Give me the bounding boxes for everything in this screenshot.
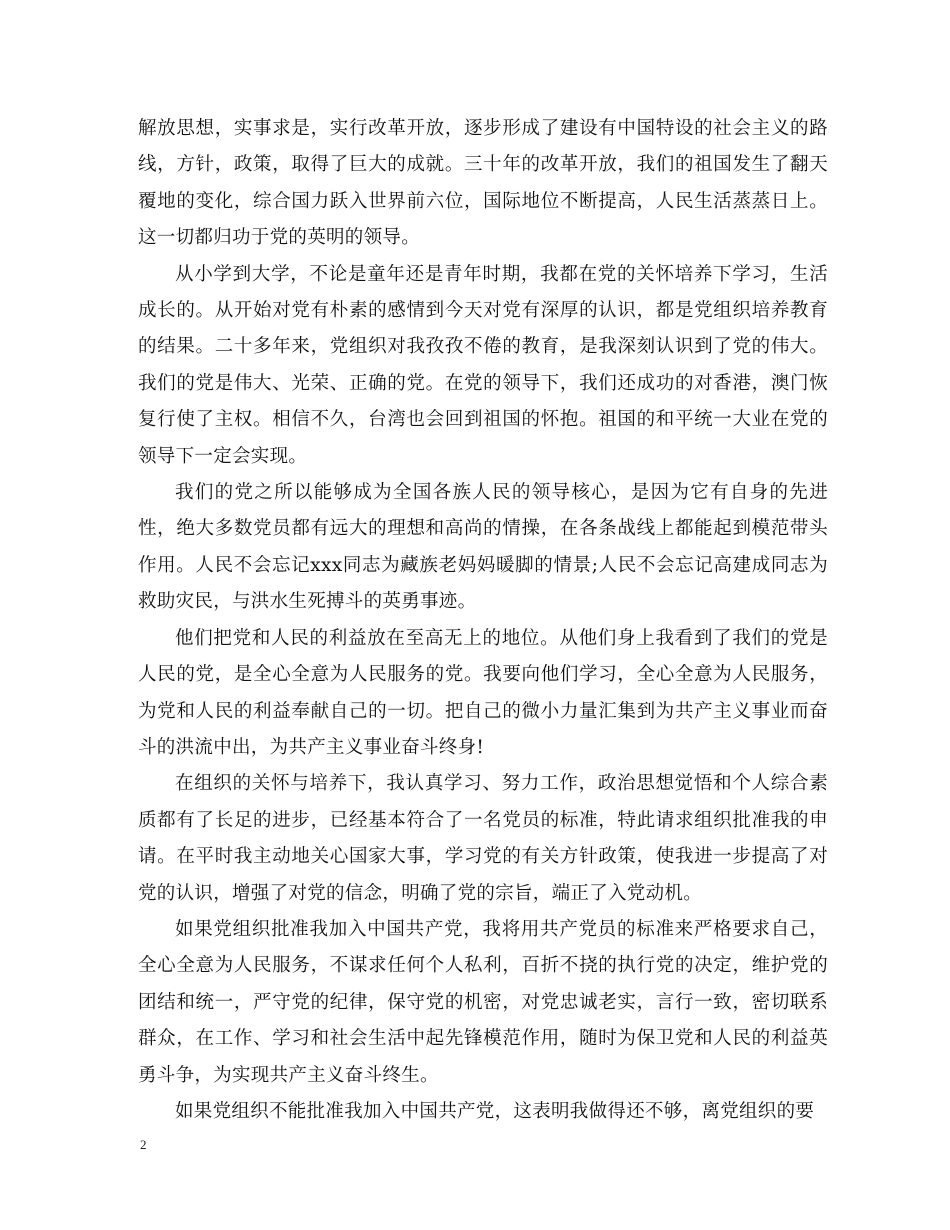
paragraph: 我们的党之所以能够成为全国各族人民的领导核心，是因为它有自身的先进性，绝大多数党员都有远大的理想和高尚的情操，在各条战线上都能起到模范带头作用。人民不会忘记xxx同志为藏族老妈妈暖脚的情景;人民不会忘记高建成同志为救助灾民，与洪水生死搏斗的英勇事迹。	[138, 482, 828, 613]
paragraph: 如果党组织不能批准我加入中国共产党，这表明我做得还不够，离党组织的要	[175, 1100, 815, 1122]
paragraph: 在组织的关怀与培养下，我认真学习、努力工作，政治思想觉悟和个人综合素质都有了长足的进步，已经基本符合了一名党员的标准，特此请求组织批准我的申请。在平时我主动地关心国家大事，学习党的有关方针政策，使我进一步提高了对党的认识，增强了对党的信念，明确了党的宗旨，端正了入党动机。	[138, 773, 828, 904]
page-number: 2	[140, 1137, 147, 1152]
body-text	[138, 111, 828, 1130]
paragraph: 解放思想，实事求是，实行改革开放，逐步形成了建设有中国特设的社会主义的路线，方针，政策，取得了巨大的成就。三十年的改革开放，我们的祖国发生了翻天覆地的变化，综合国力跃入世界前六位，国际地位不断提高，人民生活蒸蒸日上。这一切都归功于党的英明的领导。	[138, 118, 828, 249]
paragraph: 从小学到大学，不论是童年还是青年时期，我都在党的关怀培养下学习，生活成长的。从开始对党有朴素的感情到今天对党有深厚的认识，都是党组织培养教育的结果。二十多年来，党组织对我孜孜不倦的教育，是我深刻认识到了党的伟大。我们的党是伟大、光荣、正确的党。在党的领导下，我们还成功的对香港，澳门恢复行使了主权。相信不久，台湾也会回到祖国的怀抱。祖国的和平统一大业在党的领导下一定会实现。	[138, 263, 828, 467]
paragraph: 如果党组织批准我加入中国共产党，我将用共产党员的标准来严格要求自己，全心全意为人民服务，不谋求任何个人私利，百折不挠的执行党的决定，维护党的团结和统一，严守党的纪律，保守党的机密，对党忠诚老实，言行一致，密切联系群众，在工作、学习和社会生活中起先锋模范作用，随时为保卫党和人民的利益英勇斗争，为实现共产主义奋斗终生。	[138, 918, 828, 1086]
paragraph: 他们把党和人民的利益放在至高无上的地位。从他们身上我看到了我们的党是人民的党，是全心全意为人民服务的党。我要向他们学习，全心全意为人民服务，为党和人民的利益奉献自己的一切。把自己的微小力量汇集到为共产主义事业而奋斗的洪流中出，为共产主义事业奋斗终身!	[138, 627, 828, 758]
